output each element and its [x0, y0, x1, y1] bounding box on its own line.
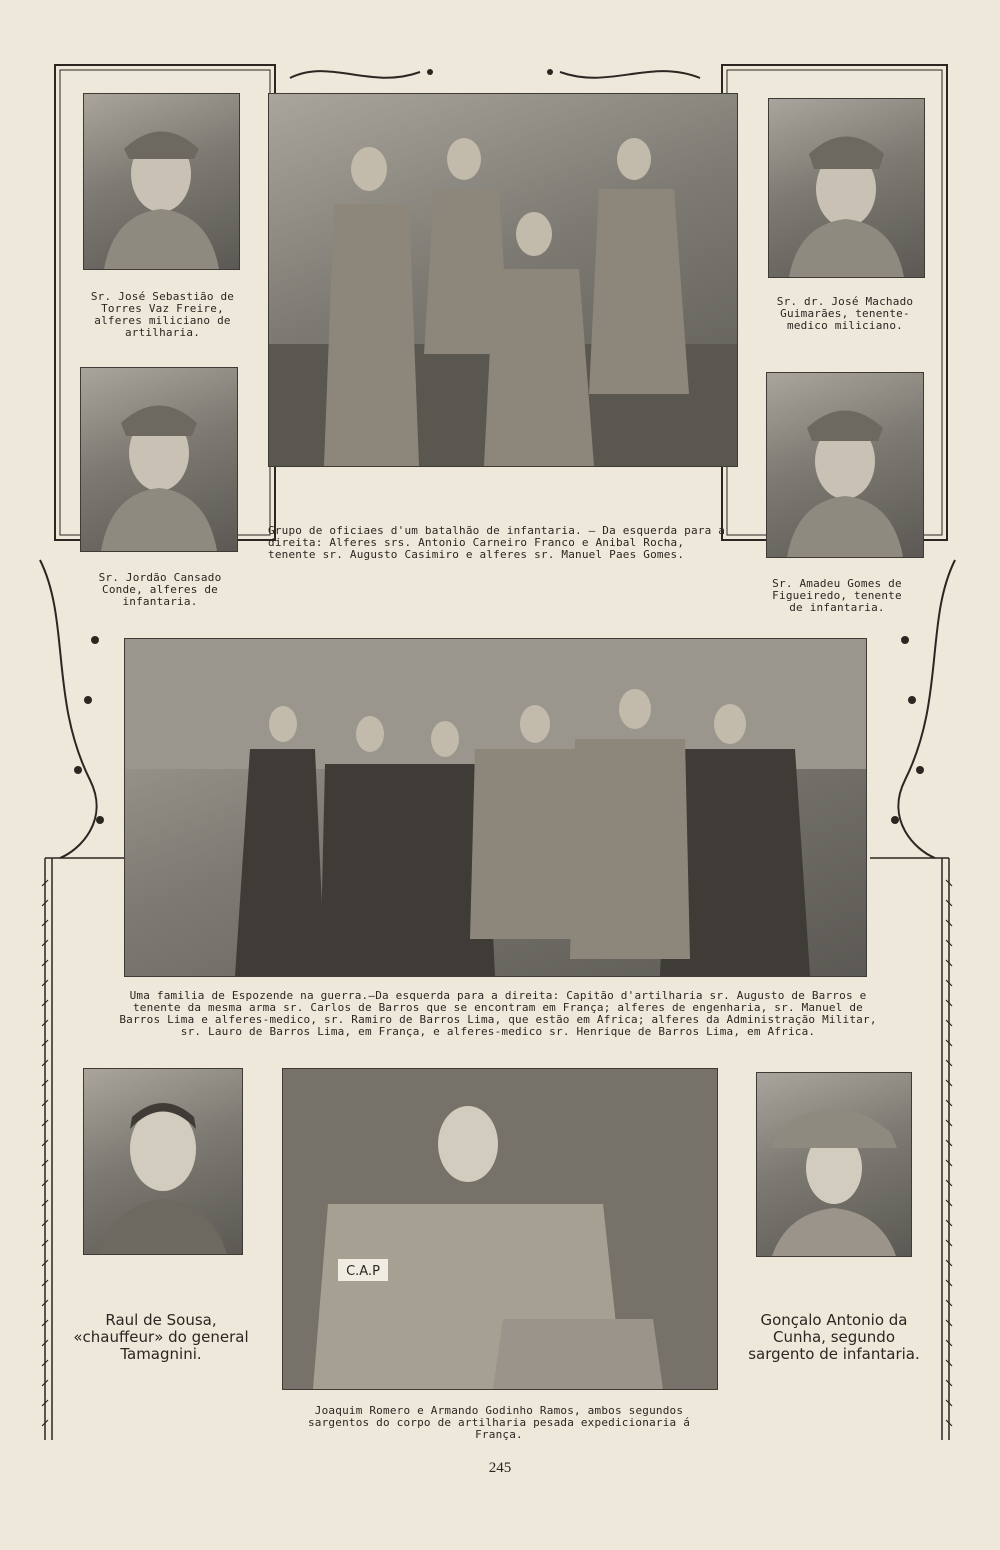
caption-cansado: Sr. Jordão Cansado Conde, alferes de infantaria.	[98, 571, 222, 608]
portrait-sousa-photo	[83, 1068, 243, 1255]
portrait-torres-photo	[83, 93, 240, 270]
badge-cap-text: C.A.P	[346, 1264, 380, 1279]
portrait-figueiredo-photo	[766, 372, 924, 558]
caption-figueiredo: Sr. Amadeu Gomes de Figueiredo, tenente de infantaria.	[772, 577, 902, 614]
caption-torres: Sr. José Sebastião de Torres Vaz Freire, alferes miliciano de artilharia.	[90, 290, 235, 339]
caption-guimaraes: Sr. dr. José Machado Guimarães, tenente-medico miliciano.	[776, 295, 914, 332]
page-number: 245	[488, 1460, 512, 1476]
family-espozende-photo	[124, 638, 867, 977]
portrait-guimaraes-photo	[768, 98, 925, 278]
portrait-cunha-photo	[756, 1072, 912, 1257]
caption-romero: Joaquim Romero e Armando Godinho Ramos, ambos segundos sargentos do corpo de artilharia pesada expedicionaria á França.	[307, 1404, 691, 1441]
portrait-cansado-photo	[80, 367, 238, 552]
sargentos-photo	[282, 1068, 718, 1390]
caption-cunha: Gonçalo Antonio da Cunha, segundo sargento de infantaria.	[748, 1311, 920, 1363]
caption-group-officers: Grupo de oficiaes d'um batalhão de infantaria. — Da esquerda para a direita: Alferes srs. Antonio Carneiro Franco e Anibal Rocha, tenente sr. Augusto Casimiro e alferes sr. Manuel Paes Gomes.	[268, 524, 726, 561]
caption-sousa: Raul de Sousa, «chauffeur» do general Tamagnini.	[73, 1311, 249, 1363]
group-officers-photo	[268, 93, 738, 467]
caption-familia: Uma familia de Espozende na guerra.—Da esquerda para a direita: Capitão d'artilharia sr. Augusto de Barros e tenente da mesma arma sr. Carlos de Barros que se encontram em França; alferes de engenharia, sr. Manuel de Barros Lima e alferes-medico, sr. Ramiro de Barros Lima, que estão em Africa; alferes da Administração Militar, sr. Lauro de Barros Lima, em França, e alferes-medico sr. Henrique de Barros Lima, em Africa.	[119, 989, 877, 1038]
